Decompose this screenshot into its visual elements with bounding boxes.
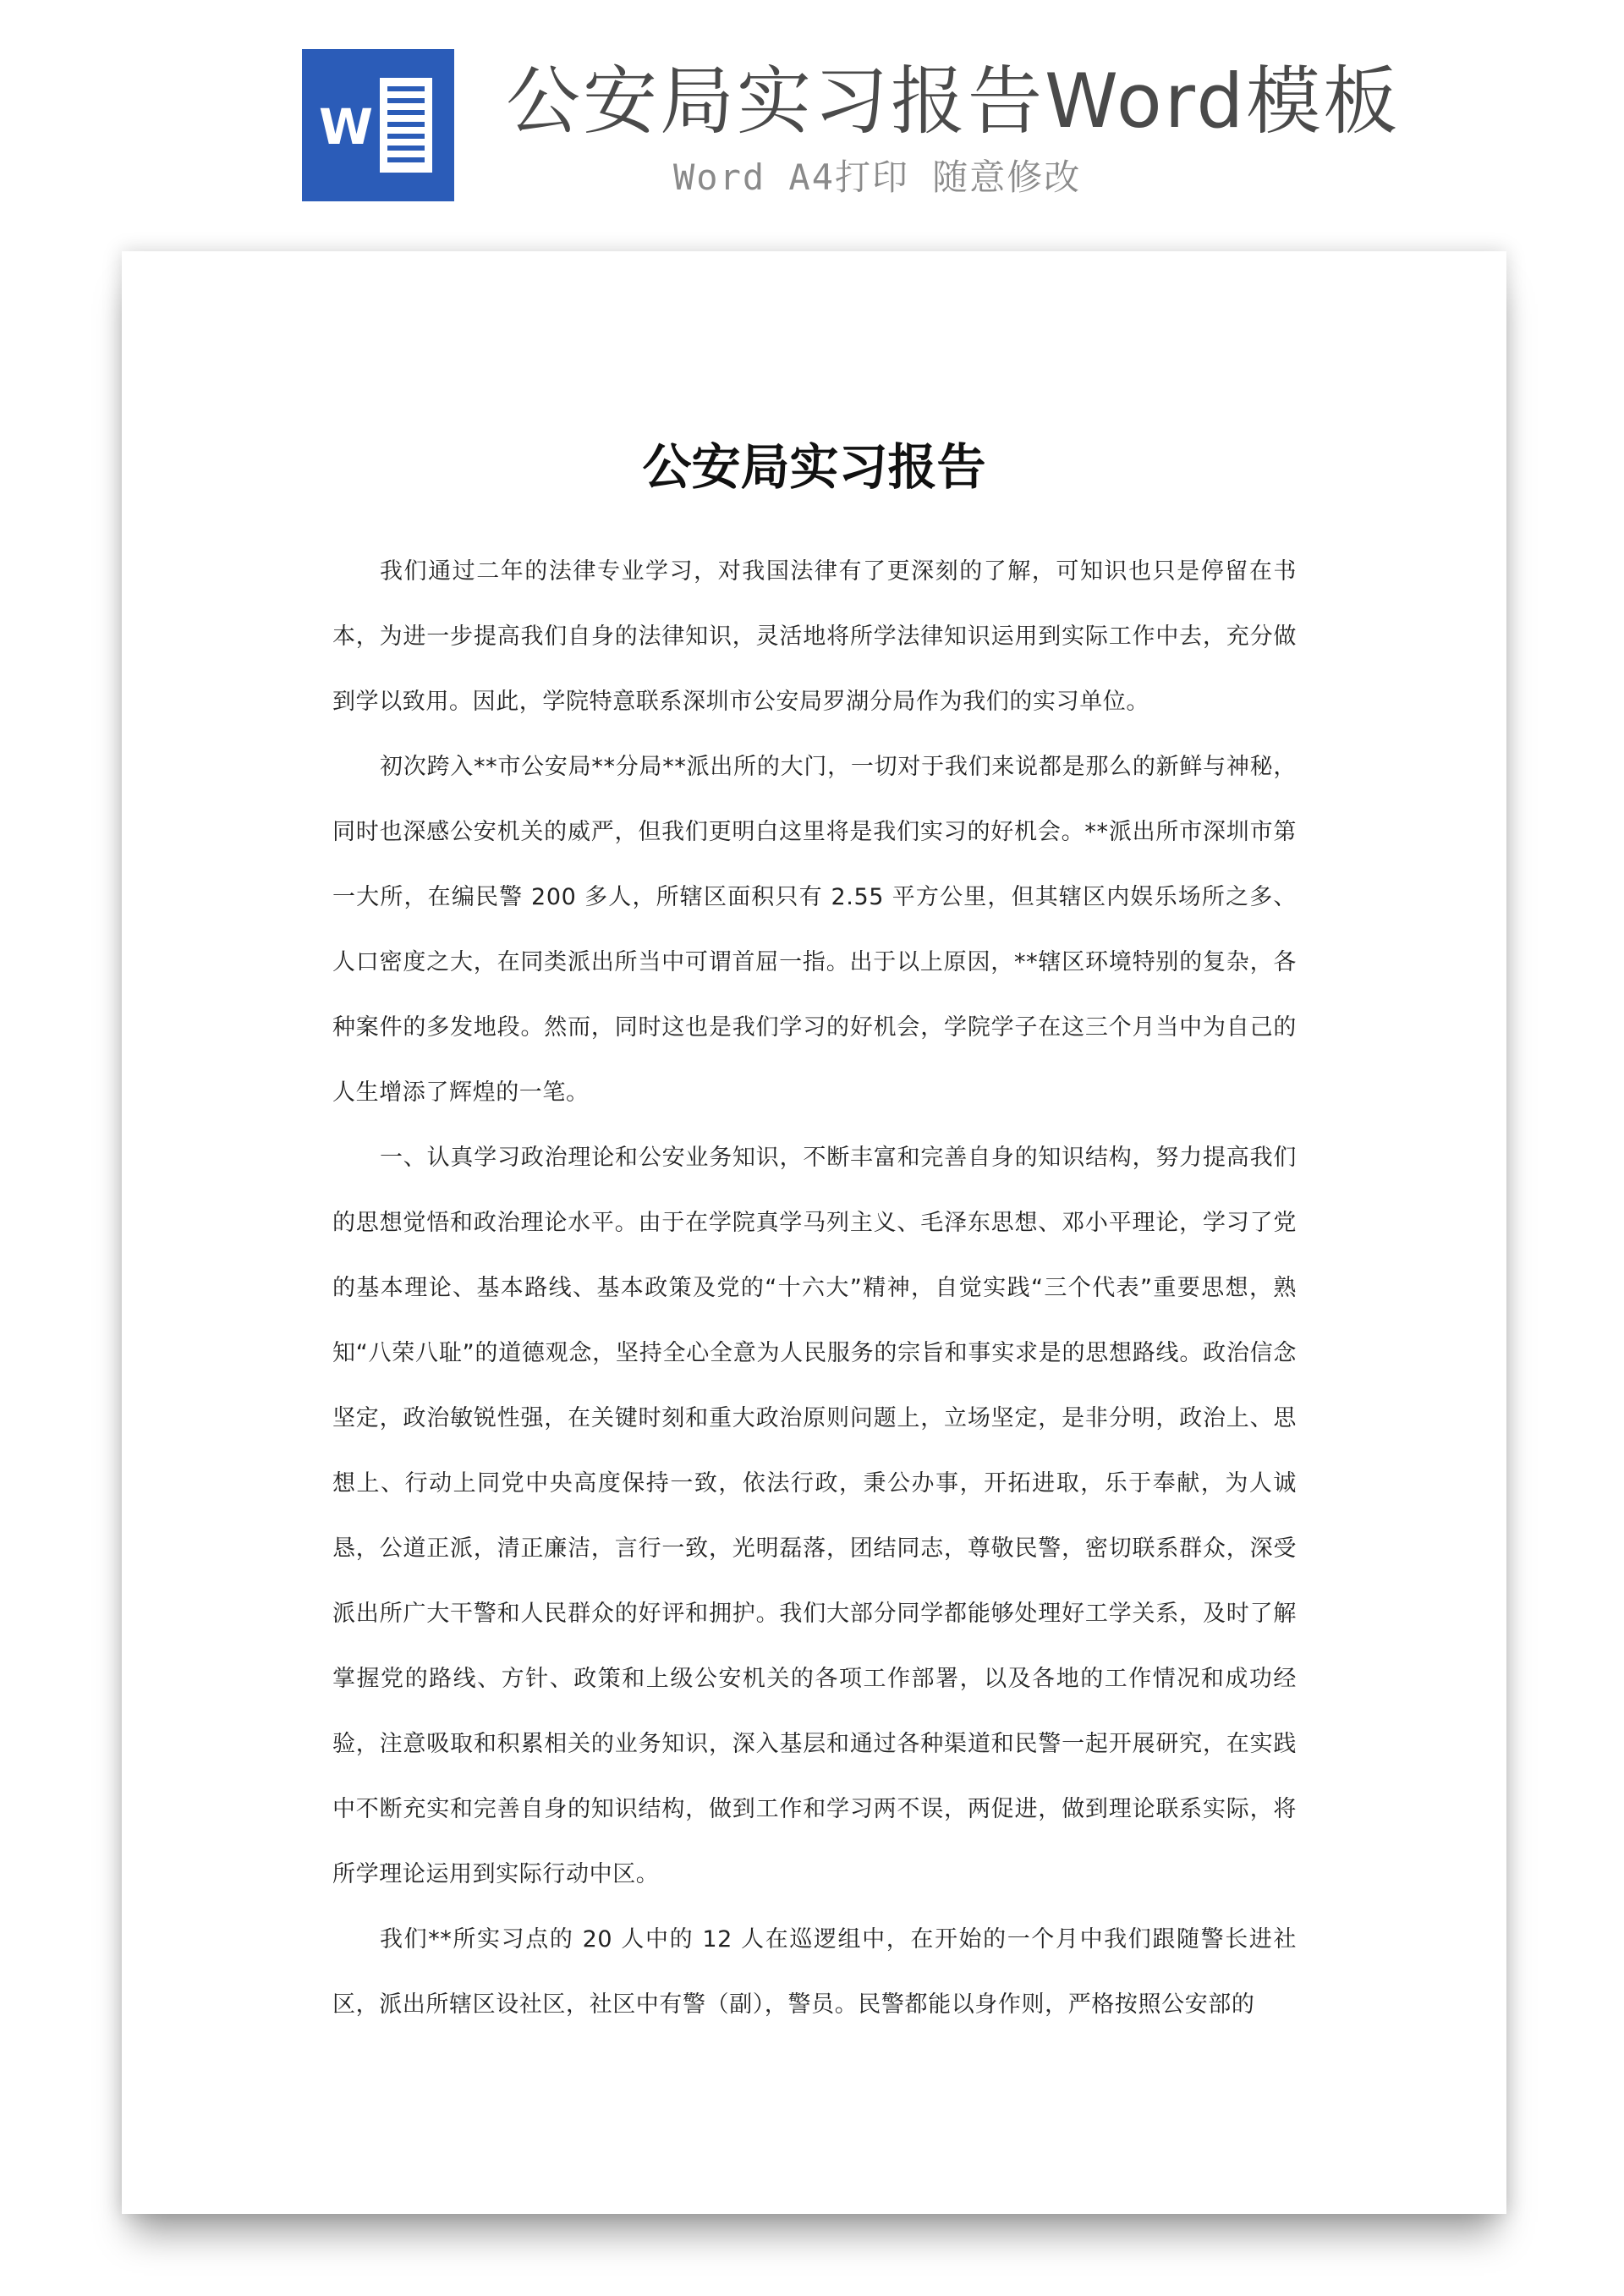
- logo-letter: W: [319, 98, 373, 156]
- body-paragraph: 初次跨入**市公安局**分局**派出所的大门，一切对于我们来说都是那么的新鲜与神秘，同时也深感公安机关的威严，但我们更明白这里将是我们实习的好机会。**派出所市深圳市第一大所，在编民警 200 多人，所辖区面积只有 2.55 平方公里，但其辖区内娱乐场所之多、人口密度之大，在同类派出所当中可谓首屈一指。出于以上原因，**辖区环境特别的复杂，各种案件的多发地段。然而，同时这也是我们学习的好机会，学院学子在这三个月当中为自己的人生增添了辉煌的一笔。: [332, 754, 1297, 1106]
- document-lines-graphic: [380, 78, 432, 173]
- document-body: [332, 539, 1297, 2037]
- template-subtitle: Word A4打印 随意修改: [673, 157, 1082, 198]
- template-title: 公安局实习报告Word模板: [506, 58, 1401, 145]
- word-document-icon: [302, 49, 454, 201]
- body-paragraph: 一、认真学习政治理论和公安业务知识，不断丰富和完善自身的知识结构，努力提高我们的思想觉悟和政治理论水平。由于在学院真学马列主义、毛泽东思想、邓小平理论，学习了党的基本理论、基本路线、基本政策及党的“十六大”精神，自觉实践“三个代表”重要思想，熟知“八荣八耻”的道德观念，坚持全心全意为人民服务的宗旨和事实求是的思想路线。政治信念坚定，政治敏锐性强，在关键时刻和重大政治原则问题上，立场坚定，是非分明，政治上、思想上、行动上同党中央高度保持一致，依法行政，秉公办事，开拓进取，乐于奉献，为人诚恳，公道正派，清正廉洁，言行一致，光明磊落，团结同志，尊敬民警，密切联系群众，深受派出所广大干警和人民群众的好评和拥护。我们大部分同学都能够处理好工学关系，及时了解掌握党的路线、方针、政策和上级公安机关的各项工作部署，以及各地的工作情况和成功经验，注意吸取和积累相关的业务知识，深入基层和通过各种渠道和民警一起开展研究，在实践中不断充实和完善自身的知识结构，做到工作和学习两不误，两促进，做到理论联系实际，将所学理论运用到实际行动中区。: [332, 1145, 1297, 1887]
- template-header: [0, 0, 1624, 228]
- body-paragraph: 我们通过二年的法律专业学习，对我国法律有了更深刻的了解，可知识也只是停留在书本，为进一步提高我们自身的法律知识，灵活地将所学法律知识运用到实际工作中去，充分做到学以致用。因此，学院特意联系深圳市公安局罗湖分局作为我们的实习单位。: [332, 558, 1297, 715]
- document-title: 公安局实习报告: [642, 438, 986, 496]
- body-paragraph: 我们**所实习点的 20 人中的 12 人在巡逻组中，在开始的一个月中我们跟随警长进社区，派出所辖区设社区，社区中有警（副），警员。民警都能以身作则，严格按照公安部的: [332, 1926, 1297, 2018]
- document-page: [122, 251, 1506, 2214]
